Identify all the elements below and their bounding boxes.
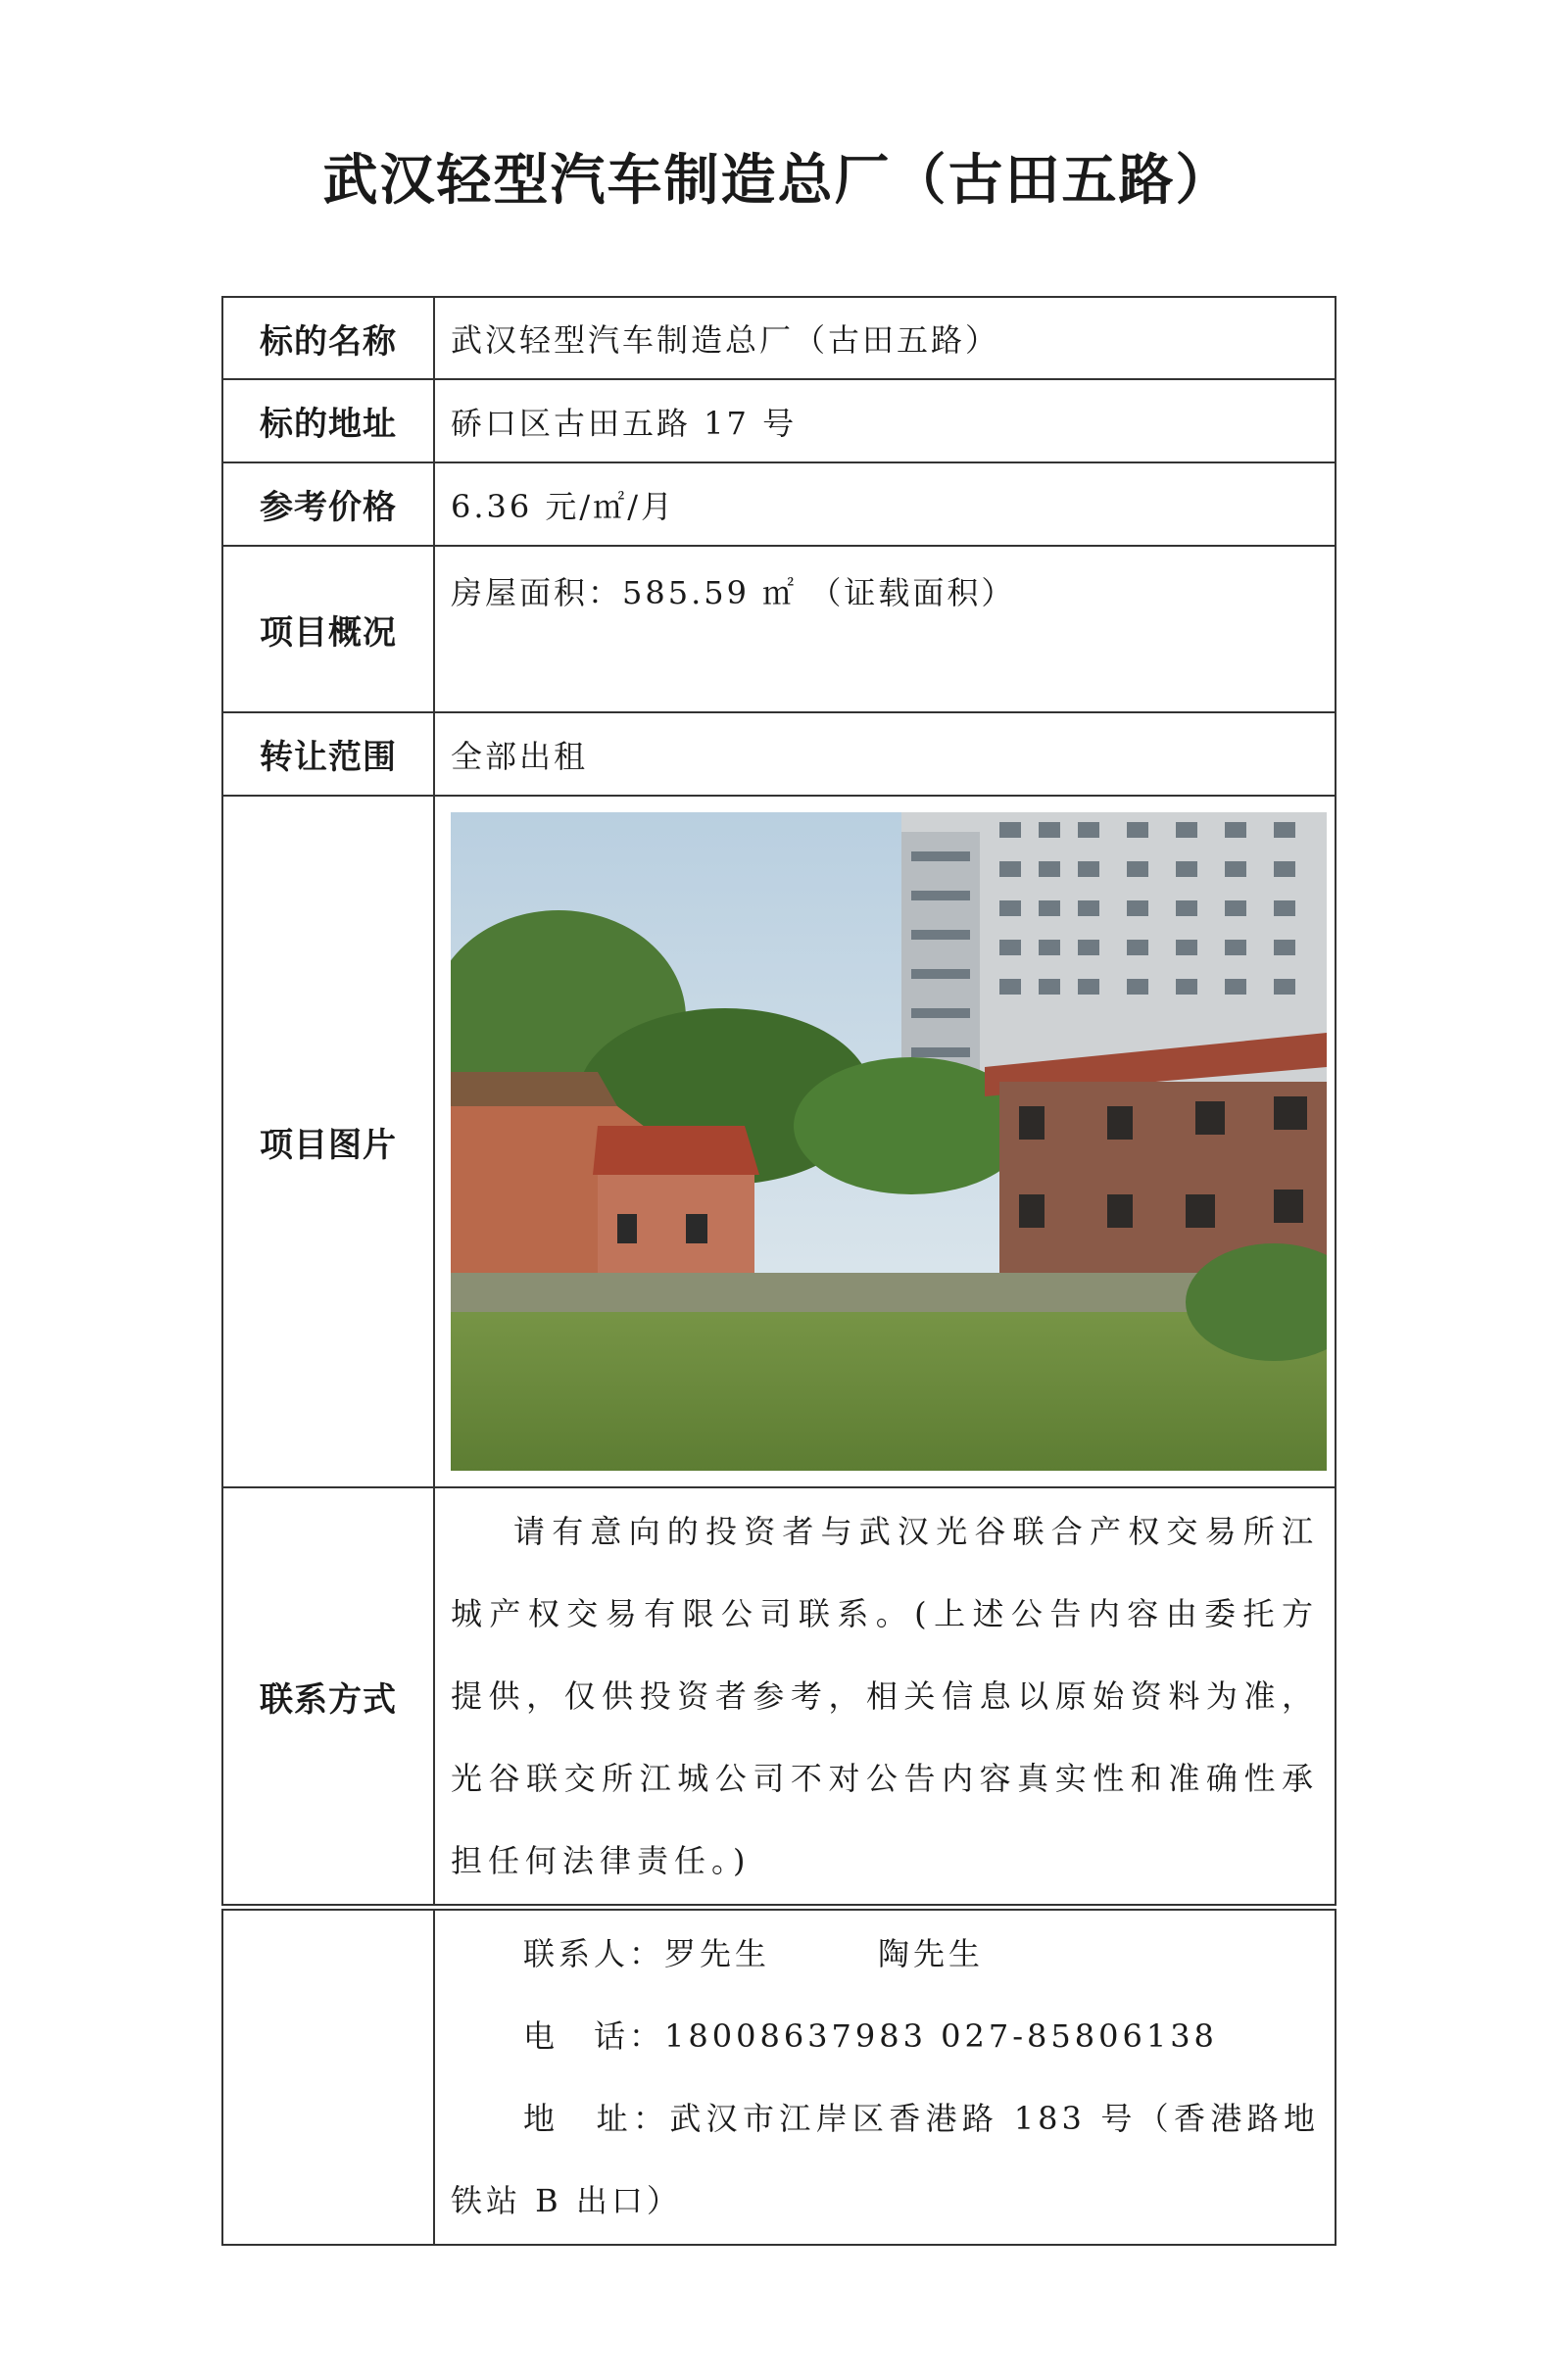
row-photo bbox=[222, 796, 1336, 1487]
label-contact: 联系方式 bbox=[222, 1487, 434, 1905]
contact-empty-cell bbox=[222, 1910, 434, 2245]
value-price: 6.36 元/㎡/月 bbox=[434, 462, 1336, 546]
contact-details-cell bbox=[434, 1910, 1336, 2245]
contact-paragraph: 请有意向的投资者与武汉光谷联合产权交易所江城产权交易有限公司联系。(上述公告内容由委托方提供，仅供投资者参考，相关信息以原始资料为准，光谷联交所江城公司不对公告内容真实性和准确性承担任何法律责任。) bbox=[451, 1513, 1319, 1879]
row-contact bbox=[222, 1487, 1336, 1905]
label-scope: 转让范围 bbox=[222, 712, 434, 796]
contact-person-1: 罗先生 bbox=[664, 1935, 771, 1972]
contact-phone: 18008637983 027-85806138 bbox=[664, 2017, 1218, 2055]
row-overview bbox=[222, 546, 1336, 712]
contact-phone-line bbox=[451, 1995, 1319, 2077]
value-name: 武汉轻型汽车制造总厂（古田五路） bbox=[434, 297, 1336, 379]
label-address: 标的地址 bbox=[222, 379, 434, 462]
label-price: 参考价格 bbox=[222, 462, 434, 546]
value-address: 硚口区古田五路 17 号 bbox=[434, 379, 1336, 462]
contact-person-2: 陶先生 bbox=[878, 1935, 985, 1972]
row-price bbox=[222, 462, 1336, 546]
contact-address: 武汉市江岸区香港路 183 号（香港路地铁站 B 出口） bbox=[451, 2100, 1319, 2219]
project-photo-cell bbox=[434, 796, 1336, 1487]
info-table bbox=[221, 296, 1336, 1906]
label-name: 标的名称 bbox=[222, 297, 434, 379]
row-name bbox=[222, 297, 1336, 379]
contact-address-label: 地 址： bbox=[523, 2100, 670, 2137]
row-contact-details bbox=[222, 1910, 1336, 2245]
value-contact bbox=[434, 1487, 1336, 1905]
contact-address-line bbox=[451, 2077, 1319, 2242]
project-photo bbox=[451, 812, 1327, 1471]
page-title: 武汉轻型汽车制造总厂（古田五路） bbox=[322, 149, 1233, 213]
label-photo: 项目图片 bbox=[222, 796, 434, 1487]
row-scope bbox=[222, 712, 1336, 796]
value-scope: 全部出租 bbox=[434, 712, 1336, 796]
row-address bbox=[222, 379, 1336, 462]
contact-phone-label: 电 话： bbox=[523, 2017, 665, 2055]
value-overview: 房屋面积：585.59 ㎡ （证载面积） bbox=[434, 546, 1336, 712]
label-overview: 项目概况 bbox=[222, 546, 434, 712]
contact-person-line bbox=[451, 1913, 1319, 1995]
contact-person-label: 联系人： bbox=[523, 1935, 665, 1972]
contact-table bbox=[221, 1909, 1336, 2246]
